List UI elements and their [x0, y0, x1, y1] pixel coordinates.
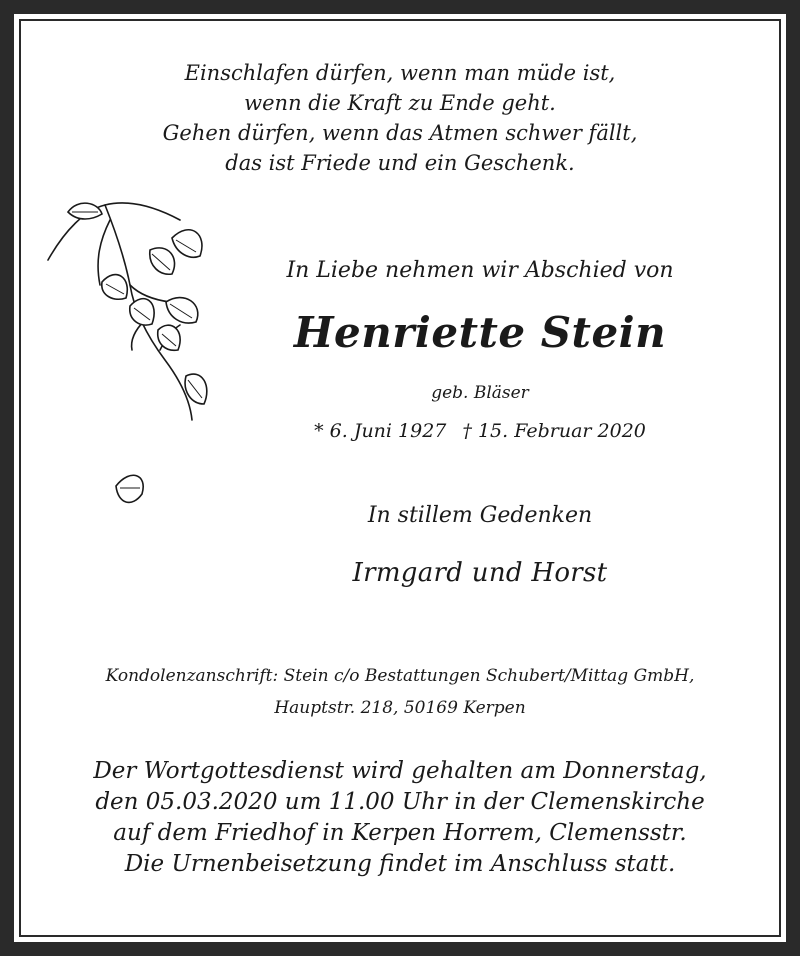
mourner-names: Irmgard und Horst: [352, 558, 608, 588]
poem-line: Einschlafen dürfen, wenn man müde ist,: [184, 61, 616, 85]
poem-line: wenn die Kraft zu Ende geht.: [244, 91, 556, 115]
service-line: Der Wortgottesdienst wird gehalten am Donnerstag,: [93, 758, 707, 784]
death-date: † 15. Februar 2020: [462, 420, 646, 442]
life-dates: [180, 420, 780, 442]
service-line: den 05.03.2020 um 11.00 Uhr in der Clemenskirche: [95, 789, 705, 815]
service-info: [0, 756, 800, 880]
maiden-name: geb. Bläser: [431, 383, 529, 403]
birch-branch-icon: [40, 190, 230, 530]
deceased-name: Henriette Stein: [293, 308, 667, 357]
poem-line: das ist Friede und ein Geschenk.: [225, 151, 575, 175]
remembrance-phrase: In stillem Gedenken: [367, 503, 593, 528]
intro-text: In Liebe nehmen wir Abschied von: [286, 258, 674, 283]
poem-line: Gehen dürfen, wenn das Atmen schwer fällt,: [162, 121, 638, 145]
service-line: Die Urnenbeisetzung findet im Anschluss statt.: [124, 851, 676, 877]
address-line: Hauptstr. 218, 50169 Kerpen: [274, 698, 526, 718]
birth-date: * 6. Juni 1927: [314, 420, 447, 442]
service-line: auf dem Friedhof in Kerpen Horrem, Clemensstr.: [113, 820, 687, 846]
poem: [0, 58, 800, 178]
condolence-address: [0, 660, 800, 724]
address-line: Kondolenzanschrift: Stein c/o Bestattungen Schubert/Mittag GmbH,: [105, 666, 695, 686]
